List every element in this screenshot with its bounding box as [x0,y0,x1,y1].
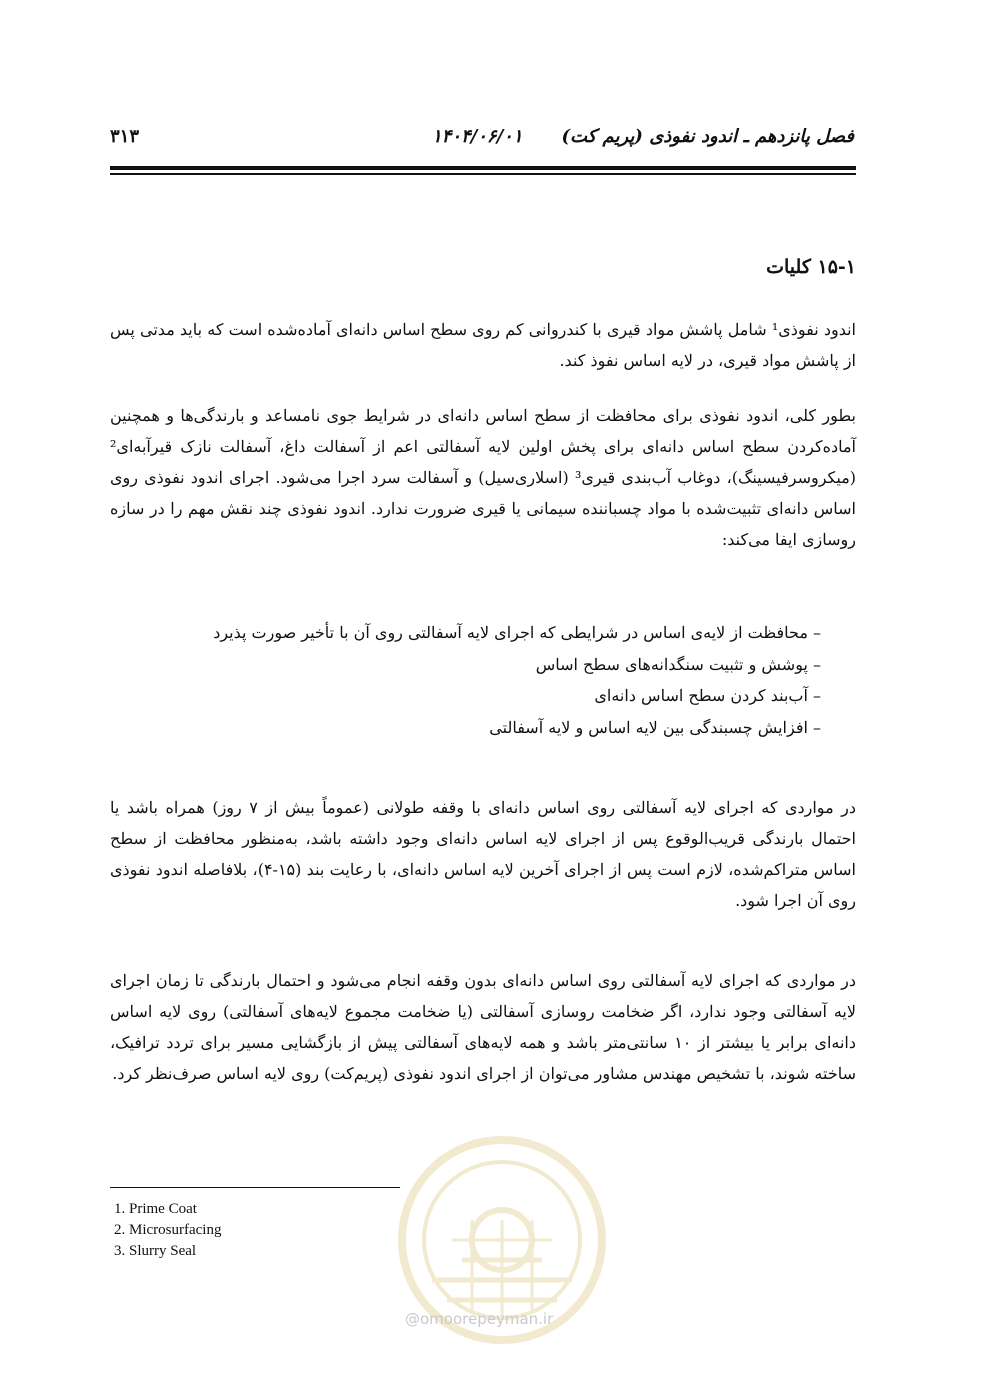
footnotes [114,1199,221,1262]
watermark-text: @omoorepeyman.ir [405,1310,554,1328]
list-item: – آب‌بند کردن سطح اساس دانه‌ای [594,686,821,705]
footnote-rule [110,1187,400,1188]
header-rule-thick [110,166,856,170]
role-list [110,617,821,743]
paragraph-4: در مواردی که اجرای لایه آسفالتی روی اساس دانه‌ای بدون وقفه انجام می‌شود و احتمال بارندگی تا زمان اجرای لایه آسفالتی وجود ندارد، اگر ضخامت روسازی آسفالتی (یا ضخامت مجموع لایه‌های آسفالتی) روی لایه اساس دانه‌ای برابر یا بیشتر از ۱۰ سانتی‌متر باشد و همه لایه‌های آسفالتی پیش از بازگشایی مسیر برای تردد ترافیک، ساخته شوند، با تشخیص مهندس مشاور می‌توان از اجرای اندود نفوذی (پریم‌کت) روی لایه اساس صرف‌نظر کرد. [110,971,856,1083]
footnote-2: 2. Microsurfacing [114,1222,222,1238]
paragraph-1: اندود نفوذی¹ شامل پاشش مواد قیری با کندروانی کم روی سطح اساس دانه‌ای آماده‌شده است که باید مدتی پس از پاشش مواد قیری، در لایه اساس نفوذ کند. [110,320,856,370]
paragraph-3: در مواردی که اجرای لایه آسفالتی روی اساس دانه‌ای با وقفه طولانی (عموماً بیش از ۷ روز) همراه باشد یا احتمال بارندگی قریب‌الوقوع پس از اجرای لایه اساس دانه‌ای وجود داشته باشد، به‌منظور محافظت از سطح اساس متراکم‌شده، لازم است پس از اجرای آخرین لایه اساس دانه‌ای، با رعایت بند (۱۵-۴)، بلافاصله اندود نفوذی روی آن اجرا شود. [110,798,856,910]
header-rule-thin [110,173,856,175]
chapter-title: فصل پانزدهم ـ اندود نفوذی (پریم کت) [561,126,854,147]
footnote-1: 1. Prime Coat [114,1201,197,1217]
section-title: ۱۵-۱ کلیات [766,256,856,278]
list-item: – محافظت از لایه‌ی اساس در شرایطی که اجرای لایه آسفالتی روی آن با تأخیر صورت پذیرد [213,623,821,642]
list-item: – افزایش چسبندگی بین لایه اساس و لایه آسفالتی [489,717,821,737]
footnote-3: 3. Slurry Seal [114,1243,197,1259]
page-number: ۳۱۳ [110,126,140,147]
paragraph-2: بطور کلی، اندود نفوذی برای محافظت از سطح اساس دانه‌ای در شرایط جوی نامساعد و بارندگی‌ها و همچنین آماده‌کردن سطح اساس دانه‌ای برای پخش اولین لایه آسفالتی اعم از آسفالت داغ، آسفالت نازک قیرآبه‌ای² (میکروسرفیسینگ)، دوغاب آب‌بندی قیری³ (اسلاری‌سیل) و آسفالت سرد اجرا می‌شود. اجرای اندود نفوذی روی اساس دانه‌ای تثبیت‌شده با مواد چسباننده سیمانی یا قیری ضرورت ندارد. اندود نفوذی چند نقش مهم را در سازه روسازی ایفا می‌کند: [110,406,857,549]
page-header [110,126,854,156]
list-item: – پوشش و تثبیت سنگدانه‌های سطح اساس [535,654,821,674]
header-date: ۱۴۰۴/۰۶/۰۱ [432,126,523,147]
